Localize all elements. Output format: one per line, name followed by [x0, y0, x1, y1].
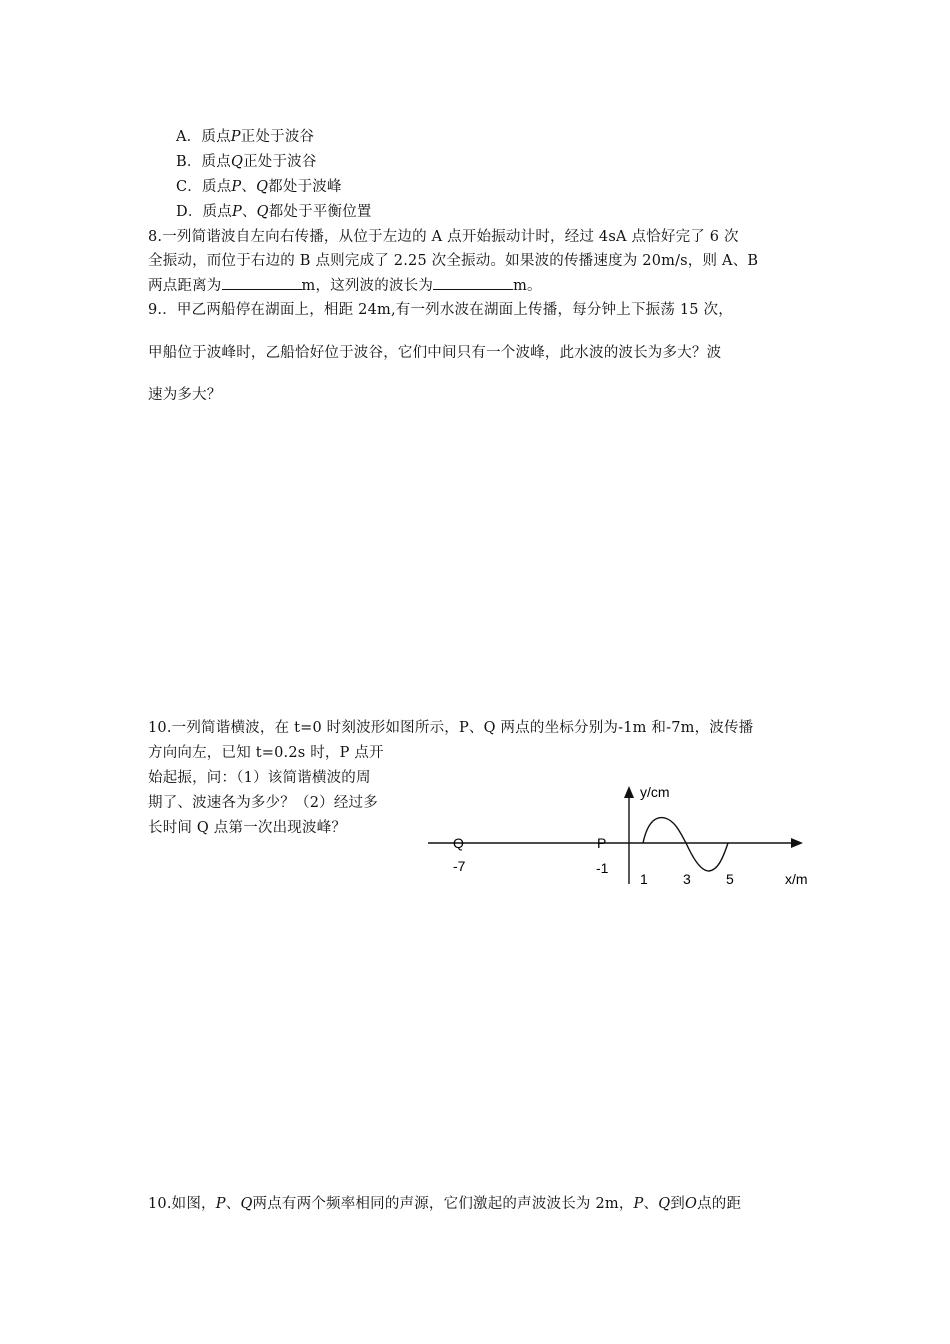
variable-p: P — [215, 1196, 226, 1212]
y-axis-arrow — [624, 786, 634, 798]
separator: 、 — [643, 1196, 659, 1212]
q9-line-3: 速为多大？ — [148, 387, 222, 403]
q10a-line-1: 10.一列简谐横波，在 t=0 时刻波形如图所示，P、Q 两点的坐标分别为-1m 和-7m，波传播 — [148, 720, 754, 736]
q9-line-2: 甲船位于波峰时，乙船恰好位于波谷，它们中间只有一个波峰，此水波的波长为多大？波 — [148, 345, 722, 361]
q10b-text: 点的距 — [697, 1196, 742, 1212]
variable-q: Q — [658, 1196, 671, 1212]
option-d — [176, 202, 372, 222]
option-label: A．质点 — [176, 129, 231, 145]
tick-label-q: -7 — [453, 858, 466, 874]
q8-line-1: 8.一列简谐波自左向右传播，从位于左边的 A 点开始振动计时，经过 4sA 点恰好完了 6 次 — [148, 229, 739, 245]
option-text: 正处于波谷 — [243, 154, 317, 170]
q9-line-1: 9.．甲乙两船停在湖面上，相距 24m,有一列水波在湖面上传播，每分钟上下振荡 15 次， — [148, 302, 733, 318]
option-text: 都处于波峰 — [268, 179, 342, 195]
variable-p: P — [231, 179, 242, 195]
tick-label-5: 5 — [726, 871, 734, 887]
option-a — [176, 127, 314, 147]
point-p-label: P — [597, 835, 607, 851]
point-q-label: Q — [453, 835, 464, 851]
q10b-text: 两点有两个频率相同的声源，它们激起的声波波长为 2m， — [252, 1196, 634, 1212]
q10b-line-1 — [148, 1194, 741, 1214]
option-c — [176, 177, 342, 197]
variable-p: P — [231, 204, 242, 220]
q8-line-2: 全振动，而位于右边的 B 点则完成了 2.25 次全振动。如果波的传播速度为 20m/s，则 A、B — [148, 253, 759, 269]
variable-p: P — [230, 129, 241, 145]
option-label: C．质点 — [176, 179, 232, 195]
q10a-line-5: 长时间 Q 点第一次出现波峰？ — [148, 820, 347, 836]
q8-text: m，这列波的波长为 — [301, 278, 434, 294]
q8-text: 两点距离为 — [148, 278, 222, 294]
option-b — [176, 152, 317, 172]
variable-o: O — [684, 1196, 698, 1212]
answer-blank[interactable] — [433, 275, 513, 290]
tick-label-p: -1 — [596, 860, 609, 876]
variable-q: Q — [230, 154, 244, 170]
q10b-text: 到 — [670, 1196, 685, 1212]
variable-q: Q — [256, 179, 269, 195]
option-text: 正处于波谷 — [240, 129, 315, 145]
q10a-line-3: 始起振，问：（1）该简谐横波的周 — [148, 770, 371, 786]
variable-p: P — [633, 1196, 644, 1212]
variable-q: Q — [256, 204, 269, 220]
option-label: B．质点 — [176, 154, 231, 170]
tick-label-3: 3 — [683, 871, 691, 887]
q10a-line-2: 方向向左，已知 t=0.2s 时，P 点开 — [148, 745, 384, 761]
q10a-line-4: 期了、波速各为多少？（2）经过多 — [148, 795, 378, 811]
answer-blank[interactable] — [222, 275, 302, 290]
q8-text: m。 — [513, 278, 542, 294]
wave-curve — [643, 818, 728, 871]
separator: 、 — [241, 179, 257, 195]
x-axis-label: x/m — [785, 871, 808, 887]
option-label: D．质点 — [176, 204, 232, 220]
separator: 、 — [225, 1196, 241, 1212]
tick-label-1: 1 — [640, 871, 648, 887]
variable-q: Q — [240, 1196, 253, 1212]
option-text: 都处于平衡位置 — [268, 204, 372, 220]
q8-line-3 — [148, 275, 542, 296]
x-axis-arrow — [791, 838, 803, 848]
q10b-text: 10.如图， — [148, 1196, 216, 1212]
separator: 、 — [241, 204, 257, 220]
y-axis-label: y/cm — [640, 784, 670, 800]
